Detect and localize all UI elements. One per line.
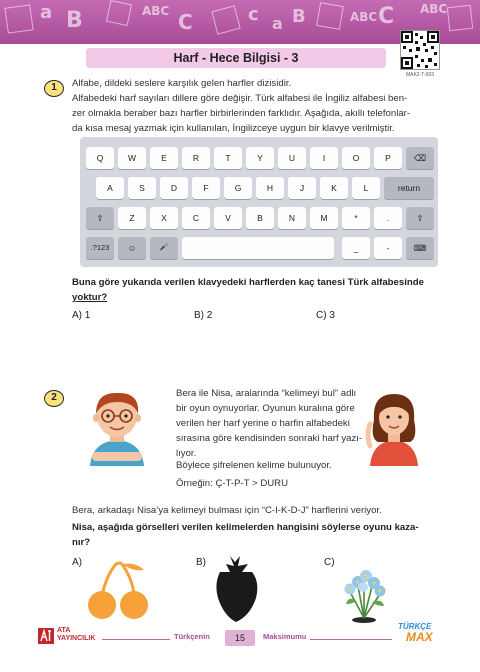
flowers-image[interactable]	[336, 556, 396, 626]
strawberry-silhouette-image[interactable]	[210, 554, 262, 624]
answer-choice-c[interactable]: C) 3	[316, 310, 335, 321]
answer-choice-a[interactable]: A)	[72, 557, 82, 568]
q2-question: Nisa, aşağıda görselleri verilen kelimelerden hangisini söylerse oyunu kaza-	[72, 522, 419, 533]
page-title-bar	[86, 48, 386, 68]
q2-story-line: lıyor.	[176, 448, 197, 459]
key: C	[182, 207, 210, 229]
answer-choice-a[interactable]: A) 1	[72, 310, 91, 321]
q2-example-line: Örneğin: Ç-T-P-T > DURU	[176, 478, 289, 489]
q1-question: yoktur?	[72, 292, 108, 303]
key: I	[310, 147, 338, 169]
key: F	[192, 177, 220, 199]
brand-logo-line: TÜRKÇE	[398, 622, 432, 631]
q1-paragraph-line: Alfabedeki harf sayıları dillere göre değişir. Türk alfabesi ile İngiliz alfabesi ben-	[72, 93, 408, 104]
brand-logo	[398, 622, 444, 650]
keyboard-image	[80, 137, 438, 267]
key: A	[96, 177, 124, 199]
banner-glyph: B	[66, 8, 83, 33]
decor-square	[211, 5, 240, 34]
key: N	[278, 207, 306, 229]
backspace-icon: ⌫	[406, 147, 434, 169]
answer-choice-c[interactable]: C)	[324, 557, 335, 568]
banner-glyph: c	[248, 4, 259, 25]
key: .	[374, 207, 402, 229]
cherry-image[interactable]	[86, 560, 156, 622]
q2-cipher-line: Böylece şifrelenen kelime bulunuyor.	[176, 460, 332, 471]
key: V	[214, 207, 242, 229]
key: W	[118, 147, 146, 169]
page-number: 15	[225, 630, 255, 646]
q1-question: Buna göre yukarıda verilen klavyedeki harflerden kaç tanesi Türk alfabesinde	[72, 277, 424, 288]
key: Z	[118, 207, 146, 229]
q2-story-line: sırasına göre kendisinden sonraki harf yazı-	[176, 433, 363, 444]
question-number-badge: 1	[44, 80, 64, 97]
banner-glyph: ABC	[420, 2, 448, 16]
qr-code-icon	[401, 31, 439, 69]
brand-logo-line: MAX	[406, 630, 433, 644]
footer-right-text: Maksimumu	[263, 632, 307, 641]
shift-icon: ⇧	[406, 207, 434, 229]
banner-glyph: C	[178, 10, 193, 34]
q1-paragraph-line: zer olmakla beraber bazı harfler birbirlerinden farklıdır. Aşağıda, akıllı telefonlar-	[72, 108, 411, 119]
publisher-name	[57, 627, 95, 643]
shift-icon: ⇧	[86, 207, 114, 229]
banner-glyph: a	[40, 2, 53, 23]
key: B	[246, 207, 274, 229]
banner-glyph: ABC	[350, 10, 378, 24]
numbers-key: .?123	[86, 237, 114, 259]
key: *	[342, 207, 370, 229]
banner-glyph: B	[292, 6, 306, 27]
key: E	[150, 147, 178, 169]
decor-square	[316, 2, 344, 30]
key: O	[342, 147, 370, 169]
q1-intro: Alfabe, dildeki seslere karşılık gelen harfler dizisidir.	[72, 78, 292, 89]
boy-illustration	[82, 386, 152, 466]
page-title: Harf - Hece Bilgisi - 3	[173, 51, 299, 65]
banner-glyph: C	[378, 4, 395, 29]
emoji-icon: ☺	[118, 237, 146, 259]
key: P	[374, 147, 402, 169]
key: Q	[86, 147, 114, 169]
girl-illustration	[364, 390, 424, 466]
decor-square	[4, 4, 33, 33]
return-key: return	[384, 177, 434, 199]
key: S	[128, 177, 156, 199]
q2-story-line: Bera ile Nisa, aralarında “kelimeyi bul” adlı	[176, 388, 357, 399]
question-number-badge: 2	[44, 390, 64, 407]
key: U	[278, 147, 306, 169]
key: Y	[246, 147, 274, 169]
key: T	[214, 147, 242, 169]
key: D	[160, 177, 188, 199]
space-key	[182, 237, 334, 259]
key: _	[342, 237, 370, 259]
publisher-name-line: YAYINCILIK	[57, 635, 96, 642]
key: R	[182, 147, 210, 169]
key: J	[288, 177, 316, 199]
qr-code-label: MAK2-T-003	[405, 72, 435, 78]
q2-story-line: verilen her harf yerine o harfin alfabedeki	[176, 418, 350, 429]
key: G	[224, 177, 252, 199]
q2-story-line: bir oyun oynuyorlar. Oyunun kuralına göre	[176, 403, 355, 414]
qr-code-image[interactable]	[400, 30, 440, 70]
key: -	[374, 237, 402, 259]
key: H	[256, 177, 284, 199]
footer-left-text: Türkçenin	[174, 632, 210, 641]
answer-choice-b[interactable]: B) 2	[194, 310, 213, 321]
key: X	[150, 207, 178, 229]
publisher-name-line: ATA	[57, 627, 71, 634]
decor-square	[447, 5, 473, 31]
key: L	[352, 177, 380, 199]
publisher-logo	[38, 628, 54, 644]
key: K	[320, 177, 348, 199]
q1-paragraph-line: da kısa mesaj yazmak için kullanılan, İngilizceye uygun bir klavye verilmiştir.	[72, 123, 395, 134]
banner-glyph: a	[272, 14, 283, 33]
publisher-logo-icon	[38, 628, 54, 644]
footer-divider	[102, 639, 170, 640]
decor-square	[106, 0, 132, 26]
microphone-icon: 🎤	[150, 237, 178, 259]
keyboard-icon: ⌨	[406, 237, 434, 259]
banner-glyph: ABC	[142, 4, 170, 18]
footer-divider	[310, 639, 392, 640]
key: M	[310, 207, 338, 229]
answer-choice-b[interactable]: B)	[196, 557, 206, 568]
q2-bera-line: Bera, arkadaşı Nisa’ya kelimeyi bulması için “C-I-K-D-J” harflerini veriyor.	[72, 505, 382, 516]
q2-question: nır?	[72, 537, 91, 548]
